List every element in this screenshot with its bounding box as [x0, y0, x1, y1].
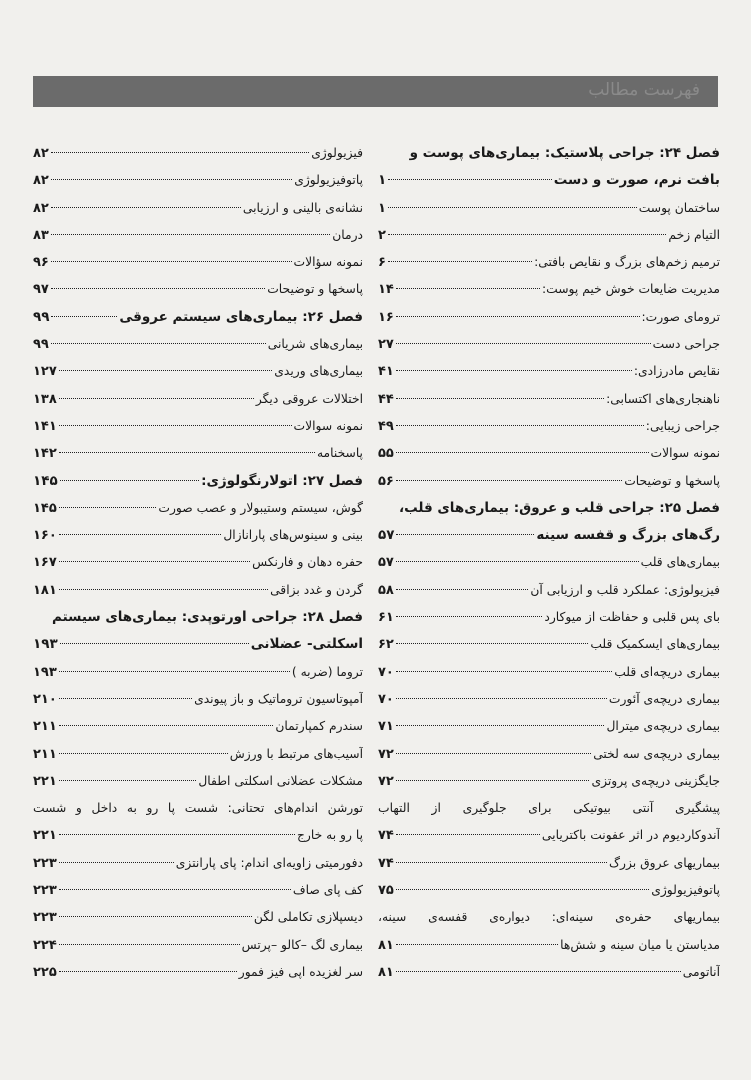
dot-leader: [396, 753, 591, 754]
toc-entry-title: آمپوتاسیون تروماتیک و باز پیوندی: [194, 691, 363, 706]
toc-right-column: [378, 140, 720, 986]
toc-entry: [378, 631, 720, 658]
toc-page-number: ۹۷: [33, 282, 49, 298]
dot-leader: [388, 261, 532, 262]
dot-leader: [59, 452, 315, 453]
toc-entry-title: فصل ۲۶: بیماری‌های سیستم عروقی: [119, 308, 363, 325]
toc-entry: [33, 822, 363, 849]
toc-entry: [33, 686, 363, 713]
dot-leader: [51, 261, 292, 262]
toc-entry-title: پاتوفیزیولوژی: [294, 173, 363, 188]
toc-entry-title: بیماری دریچه‌ی آئورت: [608, 691, 720, 706]
dot-leader: [51, 152, 309, 153]
toc-entry: [33, 413, 363, 440]
toc-page-number: ۸۲: [33, 146, 49, 161]
toc-chapter-entry: [33, 304, 363, 331]
dot-leader: [59, 589, 268, 590]
toc-entry: [378, 386, 720, 413]
toc-entry-title: درمان: [332, 227, 363, 242]
dot-leader: [396, 370, 632, 371]
toc-page-number: ۲۷: [378, 337, 394, 353]
toc-page-number: ۱۴۵: [33, 472, 58, 489]
toc-entry-title: پاسخها و توضیحات: [624, 473, 720, 488]
toc-page-number: ۷۵: [378, 883, 394, 899]
toc-page-number: ۶۱: [378, 610, 394, 626]
dot-leader: [396, 534, 534, 535]
toc-page-number: ۸۲: [33, 173, 49, 189]
toc-entry-title: گردن و غدد بزاقی: [270, 582, 363, 597]
toc-entry: [33, 358, 363, 385]
toc-page-number: ۲: [378, 227, 386, 243]
toc-entry: [33, 167, 363, 194]
toc-entry-title: آناتومی: [682, 964, 720, 979]
toc-entry: [378, 249, 720, 276]
toc-page-number: ۲۲۳: [33, 883, 57, 899]
toc-entry-title: حفره دهان و فارنکس: [252, 555, 363, 570]
toc-entry: [378, 195, 720, 222]
toc-entry-title: تروما (ضربه ): [291, 664, 363, 679]
dot-leader: [51, 316, 117, 317]
toc-entry-title: جایگزینی دریچه‌ی پروتزی: [591, 773, 720, 788]
toc-page-number: ۱۲۷: [33, 364, 57, 380]
toc-entry-title: پیشگیری آنتی بیوتیکی برای جلوگیری از التهاب: [378, 801, 720, 816]
toc-entry-title: ساختمان پوست: [638, 200, 720, 215]
toc-entry-title: جراحی زیبایی:: [645, 418, 720, 433]
toc-entry: [33, 386, 363, 413]
toc-page-number: ۴۱: [378, 364, 394, 380]
toc-entry-title: التیام زخم: [668, 227, 720, 242]
toc-entry-title: بیماری لگ –کالو –پرتس: [241, 937, 363, 952]
dot-leader: [59, 561, 250, 562]
dot-leader: [396, 780, 590, 781]
toc-entry-title: ناهنجاری‌های اکتسابی:: [606, 391, 720, 406]
toc-entry: [378, 741, 720, 768]
toc-entry: [378, 686, 720, 713]
dot-leader: [59, 398, 254, 399]
toc-entry: [33, 222, 363, 249]
toc-entry: [378, 659, 720, 686]
toc-entry-title: ترومای صورت:: [641, 309, 720, 324]
toc-entry: [33, 522, 363, 549]
toc-entry-title: دفورمیتی زاویه‌ای اندام: پای پارانتزی: [175, 855, 363, 870]
toc-entry-title: رگ‌های بزرگ و قفسه سینه: [536, 527, 720, 544]
toc-entry: [33, 713, 363, 740]
dot-leader: [59, 889, 291, 890]
toc-entry-title: جراحی دست: [652, 337, 720, 352]
dot-leader: [396, 589, 529, 590]
dot-leader: [396, 671, 612, 672]
dot-leader: [59, 671, 290, 672]
toc-entry-title: فیزیولوژی: عملکرد قلب و ارزیابی آن: [530, 582, 720, 597]
toc-entry-title: پاتوفیزیولوژی: [651, 883, 720, 898]
toc-page-number: ۷۲: [378, 773, 394, 789]
dot-leader: [59, 971, 237, 972]
toc-entry: [378, 822, 720, 849]
toc-page-number: ۱۸۱: [33, 582, 57, 598]
toc-page-number: ۹۹: [33, 308, 50, 325]
toc-entry: [378, 413, 720, 440]
toc-entry-title: بیماری دریچه‌ی سه لختی: [593, 746, 720, 761]
toc-page-number: ۷۴: [378, 855, 394, 871]
dot-leader: [59, 425, 292, 426]
toc-page-number: ۸۲: [33, 200, 49, 216]
toc-page-number: ۹۶: [33, 255, 49, 271]
toc-entry-title: نمونه سؤالات: [293, 255, 363, 270]
toc-entry-title: مدیاستن یا میان سینه و شش‌ها: [560, 937, 720, 952]
dot-leader: [59, 753, 228, 754]
toc-entry: [33, 249, 363, 276]
toc-page-number: ۲۱۱: [33, 719, 57, 735]
toc-title: فهرست مطالب: [588, 80, 700, 100]
toc-entry: [378, 468, 720, 495]
toc-page-number: ۲۲۳: [33, 910, 57, 926]
toc-page-number: ۶۲: [378, 637, 394, 653]
toc-entry-title: مشکلات عضلانی اسکلتی اطفال: [198, 773, 363, 788]
toc-page-number: ۱: [378, 172, 387, 189]
toc-page-number: ۱۳۸: [33, 391, 57, 407]
toc-entry: [33, 659, 363, 686]
dot-leader: [388, 179, 551, 180]
toc-page-number: ۵۵: [378, 446, 394, 462]
toc-page-number: ۷۰: [378, 664, 394, 680]
toc-page-number: ۷۰: [378, 691, 394, 707]
toc-entry: [378, 276, 720, 303]
toc-page-number: ۶: [378, 255, 386, 271]
toc-entry-title: بیماریهای عروق بزرگ: [609, 855, 720, 870]
toc-page-number: ۱۴: [378, 282, 394, 298]
toc-entry-title: دیسپلازی تکاملی لگن: [253, 910, 363, 925]
dot-leader: [59, 916, 252, 917]
toc-page-number: ۲۲۱: [33, 828, 57, 844]
toc-entry: [33, 959, 363, 986]
toc-page-number: ۲۱۰: [33, 691, 57, 707]
dot-leader: [396, 343, 651, 344]
dot-leader: [396, 480, 622, 481]
toc-page-number: ۲۲۴: [33, 937, 57, 953]
toc-entry: [378, 222, 720, 249]
dot-leader: [60, 480, 199, 481]
toc-entry-title: آسیب‌های مرتبط با ورزش: [229, 746, 363, 761]
toc-page-number: ۷۱: [378, 719, 394, 735]
toc-entry-title: بافت نرم، صورت و دست: [553, 172, 720, 189]
dot-leader: [51, 207, 241, 208]
toc-page-number: ۱۶۰: [33, 528, 57, 544]
toc-entry: [33, 904, 363, 931]
toc-entry-title: اسکلتی- عضلانی: [250, 636, 363, 653]
toc-page-number: ۴۴: [378, 391, 394, 407]
toc-entry: [378, 768, 720, 795]
dot-leader: [396, 643, 588, 644]
toc-entry-title: پا رو به خارج: [296, 828, 363, 843]
toc-entry: [378, 904, 720, 931]
toc-entry: [33, 877, 363, 904]
toc-entry-title: بینی و سینوس‌های پارانازال: [223, 528, 363, 543]
toc-chapter-entry: [33, 631, 363, 658]
dot-leader: [59, 370, 272, 371]
dot-leader: [396, 452, 649, 453]
toc-page-number: ۱۶۷: [33, 555, 57, 571]
toc-entry: [33, 741, 363, 768]
toc-entry: [378, 850, 720, 877]
dot-leader: [51, 288, 265, 289]
toc-chapter-entry: [378, 140, 720, 167]
toc-page-number: ۱۹۳: [33, 636, 58, 653]
dot-leader: [60, 643, 249, 644]
toc-page-number: ۷۴: [378, 828, 394, 844]
toc-entry: [33, 577, 363, 604]
toc-entry: [378, 795, 720, 822]
toc-entry-title: نشانه‌ی بالینی و ارزیابی: [242, 200, 363, 215]
toc-chapter-entry: [378, 167, 720, 194]
dot-leader: [388, 207, 637, 208]
dot-leader: [396, 862, 607, 863]
toc-entry-title: تورشن اندام‌های تحتانی: شست پا رو به داخل و شست: [33, 801, 363, 816]
toc-entry: [33, 768, 363, 795]
toc-entry: [33, 549, 363, 576]
dot-leader: [51, 234, 330, 235]
toc-left-column: [33, 140, 363, 986]
toc-entry: [378, 604, 720, 631]
toc-entry-title: بیماریهای حفره‌ی سینه‌ای: دیواره‌ی قفسه‌ی سینه،: [378, 910, 720, 925]
dot-leader: [396, 725, 605, 726]
dot-leader: [59, 780, 197, 781]
toc-page-number: ۲۱۱: [33, 746, 57, 762]
toc-page-number: ۸۳: [33, 227, 49, 243]
toc-page-number: ۵۶: [378, 473, 394, 489]
dot-leader: [59, 534, 222, 535]
dot-leader: [396, 561, 639, 562]
dot-leader: [396, 834, 540, 835]
toc-entry: [33, 932, 363, 959]
toc-entry: [378, 358, 720, 385]
toc-entry-title: بیماری دریچه‌ی میترال: [606, 719, 720, 734]
toc-entry: [33, 276, 363, 303]
dot-leader: [388, 234, 666, 235]
toc-entry-title: ترمیم زخم‌های بزرگ و نقایص بافتی:: [534, 255, 720, 270]
toc-entry: [378, 713, 720, 740]
toc-entry: [33, 795, 363, 822]
toc-entry: [378, 331, 720, 358]
toc-chapter-entry: [33, 604, 363, 631]
toc-entry-title: کف پای صاف: [292, 883, 363, 898]
dot-leader: [396, 398, 604, 399]
dot-leader: [59, 862, 174, 863]
toc-entry-title: اختلالات عروقی دیگر: [255, 391, 363, 406]
toc-entry: [33, 331, 363, 358]
toc-entry-title: مدیریت ضایعات خوش خیم پوست:: [541, 282, 720, 297]
toc-page-number: ۲۲۱: [33, 773, 57, 789]
dot-leader: [396, 889, 649, 890]
toc-entry: [378, 932, 720, 959]
toc-entry: [33, 495, 363, 522]
dot-leader: [59, 944, 240, 945]
toc-entry-title: بای پس قلبی و حفاظت از میوکارد: [544, 610, 720, 625]
toc-chapter-entry: [378, 495, 720, 522]
dot-leader: [59, 507, 157, 508]
toc-entry-title: نقایص مادرزادی:: [633, 364, 720, 379]
dot-leader: [51, 343, 266, 344]
dot-leader: [396, 944, 558, 945]
dot-leader: [396, 971, 681, 972]
toc-entry-title: آندوکاردیوم در اثر عفونت باکتریایی: [541, 828, 720, 843]
toc-entry-title: فصل ۲۴: جراحی پلاستیک: بیماری‌های پوست و: [409, 145, 720, 161]
toc-entry: [33, 140, 363, 167]
toc-entry-title: فصل ۲۵: جراحی قلب و عروق: بیماری‌های قلب،: [398, 499, 720, 516]
toc-page-number: ۵۷: [378, 555, 394, 571]
toc-entry: [378, 549, 720, 576]
toc-entry-title: فصل ۲۸: جراحی اورتوپدی: بیماری‌های سیستم: [52, 609, 363, 626]
toc-entry-title: سندرم کمپارتمان: [275, 719, 363, 734]
toc-page-number: ۸۱: [378, 937, 394, 953]
dot-leader: [59, 834, 295, 835]
toc-page-number: ۱۶: [378, 309, 394, 325]
toc-page-number: ۵۸: [378, 582, 394, 598]
toc-entry-title: نمونه سوالات: [293, 418, 363, 433]
toc-entry-title: پاسخنامه: [316, 446, 363, 461]
toc-entry-title: بیماری‌های ایسکمیک قلب: [590, 637, 720, 652]
toc-entry-title: بیماری دریچه‌ای قلب: [614, 664, 720, 679]
toc-page-number: ۵۷: [378, 527, 395, 544]
dot-leader: [396, 425, 644, 426]
toc-page-number: ۸۱: [378, 964, 394, 980]
toc-page-number: ۷۲: [378, 746, 394, 762]
toc-entry: [378, 440, 720, 467]
toc-entry: [378, 577, 720, 604]
toc-entry: [378, 959, 720, 986]
toc-page-number: ۴۹: [378, 418, 394, 434]
toc-page-number: ۱: [378, 200, 386, 216]
toc-entry: [378, 877, 720, 904]
toc-page-number: ۲۲۵: [33, 964, 57, 980]
toc-entry-title: فیزیولوژی: [311, 146, 363, 160]
toc-page-number: ۲۲۳: [33, 855, 57, 871]
toc-entry: [378, 304, 720, 331]
toc-entry: [33, 195, 363, 222]
toc-entry-title: بیماری‌های وریدی: [274, 364, 363, 379]
dot-leader: [396, 316, 640, 317]
toc-page-number: ۱۹۳: [33, 664, 57, 680]
dot-leader: [396, 616, 542, 617]
dot-leader: [396, 698, 607, 699]
toc-entry-title: نمونه سوالات: [650, 446, 720, 461]
dot-leader: [51, 179, 292, 180]
dot-leader: [59, 725, 274, 726]
dot-leader: [396, 288, 540, 289]
toc-entry: [33, 850, 363, 877]
toc-chapter-entry: [33, 468, 363, 495]
toc-entry-title: فصل ۲۷: اتولارنگولوژی:: [201, 472, 363, 489]
toc-page-number: ۱۴۲: [33, 446, 57, 462]
toc-chapter-entry: [378, 522, 720, 549]
toc-header-banner: [33, 76, 718, 107]
toc-page-number: ۱۴۵: [33, 500, 57, 516]
dot-leader: [59, 698, 192, 699]
toc-page-number: ۹۹: [33, 337, 49, 353]
toc-entry-title: پاسخها و توضیحات: [267, 282, 363, 297]
toc-entry: [33, 440, 363, 467]
toc-entry-title: گوش، سیستم وستیبولار و عصب صورت: [158, 500, 363, 515]
toc-entry-title: بیماری‌های قلب: [640, 555, 720, 570]
toc-page-number: ۱۴۱: [33, 418, 57, 434]
toc-entry-title: بیماری‌های شریانی: [267, 337, 363, 352]
toc-entry-title: سر لغزیده اپی فیز فمور: [238, 964, 363, 979]
